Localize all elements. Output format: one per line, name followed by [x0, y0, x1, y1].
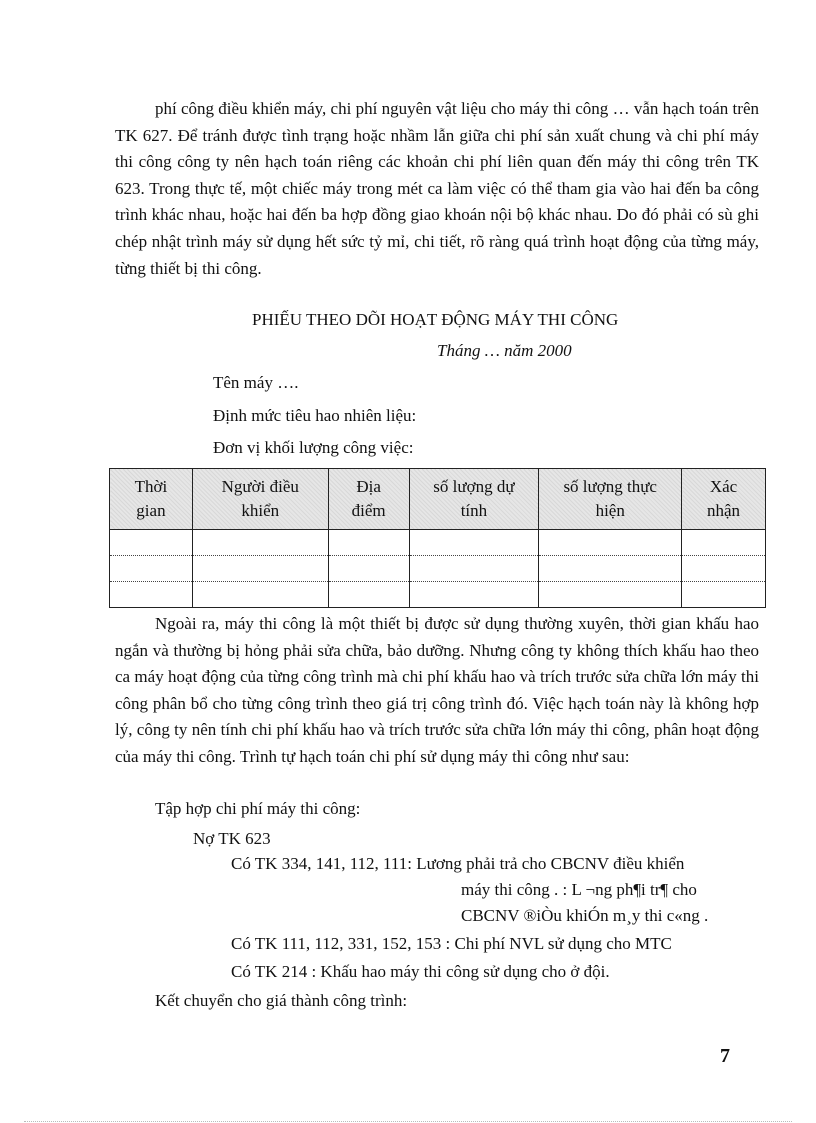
- field-machine-name: Tên máy ….: [213, 373, 299, 392]
- header-planned-quantity: số lượng dự tính: [409, 469, 539, 530]
- header-confirmation: Xác nhận: [682, 469, 766, 530]
- credit-entry-salary-cont-1: máy thi công . : L ¬ng ph¶i tr¶ cho: [461, 880, 697, 899]
- table-row: [110, 582, 766, 608]
- credit-entry-depreciation: Có TK 214 : Khấu hao máy thi công sử dụng cho ở đội.: [231, 962, 610, 981]
- credit-entry-salary-cont-2: CBCNV ®iÒu khiÓn m¸y thi c«ng .: [461, 906, 709, 925]
- header-location: Địa điểm: [328, 469, 409, 530]
- entries-heading: Tập hợp chi phí máy thi công:: [155, 799, 361, 818]
- paragraph-machine-cost-accounting: phí công điều khiển máy, chi phí nguyên vật liệu cho máy thi công … vẫn hạch toán trên TK 627. Để tránh được tình trạng hoặc nhầm lẫn giữa chi phí sản xuất chung và chi phí máy thi công công ty nên hạch toán riêng các khoản chi phí liên quan đến máy thi công trên TK 623. Trong thực tế, một chiếc máy trong mét ca làm việc có thể tham gia vào hai đến ba công trình khác nhau, hoặc hai đến ba hợp đồng giao khoán nội bộ khác nhau. Do đó phải có sù ghi chép nhật trình máy sử dụng hết sức tỷ mỉ, chi tiết, rõ ràng quá trình hoạt động của từng máy, từng thiết bị thi công.: [115, 99, 759, 278]
- field-work-unit: Đơn vị khối lượng công việc:: [213, 438, 414, 457]
- header-time: Thời gian: [110, 469, 193, 530]
- machine-log-table: [109, 468, 766, 608]
- form-subtitle-month: Tháng … năm 2000: [437, 341, 572, 360]
- field-fuel-norm: Định mức tiêu hao nhiên liệu:: [213, 406, 417, 425]
- paragraph-depreciation: Ngoài ra, máy thi công là một thiết bị được sử dụng thường xuyên, thời gian khấu hao ngắn và thường bị hỏng phải sửa chữa, bảo dưỡng. Nhưng công ty không thích khấu hao theo ca máy hoạt động của từng công trình mà chi phí khấu hao và trích trước sửa chữa lớn máy thi công phân bổ cho từng công trình theo giá trị công trình đó. Việc hạch toán này là không hợp lý, công ty nên tính chi phí khấu hao và trích trước sửa chữa lớn máy thi công, phân hoạt động của máy thi công. Trình tự hạch toán chi phí sử dụng máy thi công như sau:: [115, 614, 759, 766]
- debit-entry: Nợ TK 623: [193, 829, 271, 848]
- table-header-row: [110, 469, 766, 530]
- credit-entry-salary: Có TK 334, 141, 112, 111: Lương phải trả cho CBCNV điều khiển: [231, 854, 685, 873]
- footer-divider: [24, 1121, 792, 1122]
- form-title: PHIẾU THEO DÕI HOẠT ĐỘNG MÁY THI CÔNG: [252, 310, 619, 329]
- table-row: [110, 530, 766, 556]
- page-number: 7: [720, 1045, 730, 1067]
- header-actual-quantity: số lượng thực hiện: [539, 469, 682, 530]
- closing-entry: Kết chuyển cho giá thành công trình:: [155, 991, 408, 1010]
- header-operator: Người điều khiển: [192, 469, 328, 530]
- credit-entry-materials: Có TK 111, 112, 331, 152, 153 : Chi phí NVL sử dụng cho MTC: [231, 934, 672, 953]
- table-row: [110, 556, 766, 582]
